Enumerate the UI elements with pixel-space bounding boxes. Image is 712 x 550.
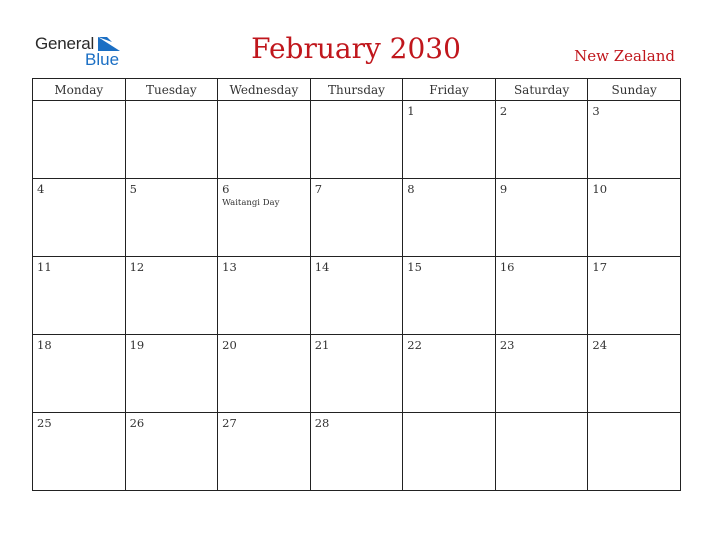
day-cell: [218, 257, 311, 335]
day-cell: [588, 335, 681, 413]
logo-word-blue: Blue: [85, 50, 120, 69]
weekday-header: Friday: [403, 79, 496, 101]
day-number: 5: [129, 182, 137, 196]
holiday-label: [126, 430, 218, 432]
week-row: [33, 413, 681, 491]
day-number: 28: [314, 416, 330, 430]
day-cell: [403, 335, 496, 413]
day-cell: [588, 413, 681, 491]
day-cell: [218, 179, 311, 257]
day-cell: [33, 335, 126, 413]
day-cell: [495, 179, 588, 257]
holiday-label: [33, 352, 125, 354]
day-cell: [33, 257, 126, 335]
day-cell: [125, 257, 218, 335]
day-number: 9: [499, 182, 508, 196]
day-number: 17: [592, 260, 608, 274]
day-cell: [33, 179, 126, 257]
day-number: 10: [592, 182, 608, 196]
day-number: 1: [407, 104, 415, 118]
day-cell: [403, 413, 496, 491]
day-cell: [218, 413, 311, 491]
holiday-label: [33, 274, 125, 276]
holiday-label: [403, 352, 495, 354]
day-number: 14: [314, 260, 330, 274]
page-title: February 2030: [251, 32, 461, 65]
holiday-label: [311, 430, 403, 432]
day-cell: [310, 335, 403, 413]
holiday-label: [126, 196, 218, 198]
day-number: 22: [407, 338, 422, 352]
day-cell: [588, 179, 681, 257]
day-cell: [495, 101, 588, 179]
day-cell: [495, 413, 588, 491]
day-number: 4: [37, 182, 45, 196]
holiday-label: [218, 352, 310, 354]
day-cell: [125, 413, 218, 491]
holiday-label: [311, 196, 403, 198]
country-label: New Zealand: [574, 47, 675, 65]
day-cell: [495, 335, 588, 413]
holiday-label: [33, 104, 125, 106]
day-cell: [588, 257, 681, 335]
day-number: 3: [592, 104, 600, 118]
holiday-label: [126, 274, 218, 276]
holiday-label: [496, 274, 588, 276]
day-cell: [403, 257, 496, 335]
day-number: 26: [129, 416, 145, 430]
day-number: 7: [314, 182, 323, 196]
holiday-label: [126, 104, 218, 106]
weekday-header: Thursday: [310, 79, 403, 101]
day-cell: [218, 101, 311, 179]
day-cell: [125, 179, 218, 257]
holiday-label: [496, 196, 588, 198]
day-number: 11: [37, 260, 52, 274]
day-cell: [310, 257, 403, 335]
weekday-header: Sunday: [588, 79, 681, 101]
day-number: 8: [407, 182, 415, 196]
calendar-grid: [32, 78, 681, 491]
weekday-header: Saturday: [495, 79, 588, 101]
day-number: 15: [407, 260, 422, 274]
day-number: 23: [499, 338, 515, 352]
holiday-label: [588, 196, 680, 198]
holiday-label: [33, 196, 125, 198]
day-cell: [33, 101, 126, 179]
holiday-label: [218, 274, 310, 276]
day-cell: [310, 179, 403, 257]
day-number: 13: [222, 260, 237, 274]
holiday-label: [403, 196, 495, 198]
day-cell: [310, 101, 403, 179]
holiday-label: [311, 352, 403, 354]
holiday-label: [588, 416, 680, 418]
logo-word-general: General: [35, 34, 95, 53]
day-number: 24: [592, 338, 608, 352]
day-number: 12: [129, 260, 145, 274]
day-cell: [125, 101, 218, 179]
holiday-label: [496, 352, 588, 354]
week-row: [33, 335, 681, 413]
holiday-label: [218, 104, 310, 106]
day-cell: [125, 335, 218, 413]
day-cell: [310, 413, 403, 491]
day-number: 6: [222, 182, 230, 196]
holiday-label: [33, 430, 125, 432]
day-number: 20: [222, 338, 237, 352]
day-cell: [218, 335, 311, 413]
day-number: 25: [37, 416, 52, 430]
week-row: [33, 179, 681, 257]
day-cell: [33, 413, 126, 491]
weekday-header: Monday: [33, 79, 126, 101]
holiday-label: [588, 118, 680, 120]
weekday-header: Wednesday: [218, 79, 311, 101]
holiday-label: [311, 274, 403, 276]
day-number: 19: [129, 338, 145, 352]
holiday-label: [403, 118, 495, 120]
holiday-label: [588, 352, 680, 354]
holiday-label: [126, 352, 218, 354]
holiday-label: [403, 416, 495, 418]
holiday-label: [403, 274, 495, 276]
day-number: 2: [499, 104, 508, 118]
holiday-label: Waitangi Day: [222, 198, 280, 208]
weekday-header: Tuesday: [125, 79, 218, 101]
day-number: 18: [37, 338, 52, 352]
holiday-label: [218, 430, 310, 432]
holiday-label: [311, 104, 403, 106]
weekday-header-row: [33, 79, 681, 101]
holiday-label: [496, 416, 588, 418]
day-cell: [495, 257, 588, 335]
holiday-label: [496, 118, 588, 120]
week-row: [33, 101, 681, 179]
day-cell: [403, 101, 496, 179]
day-number: 27: [222, 416, 237, 430]
day-cell: [403, 179, 496, 257]
holiday-label: [588, 274, 680, 276]
day-number: 21: [314, 338, 330, 352]
day-number: 16: [499, 260, 515, 274]
week-row: [33, 257, 681, 335]
day-cell: [588, 101, 681, 179]
